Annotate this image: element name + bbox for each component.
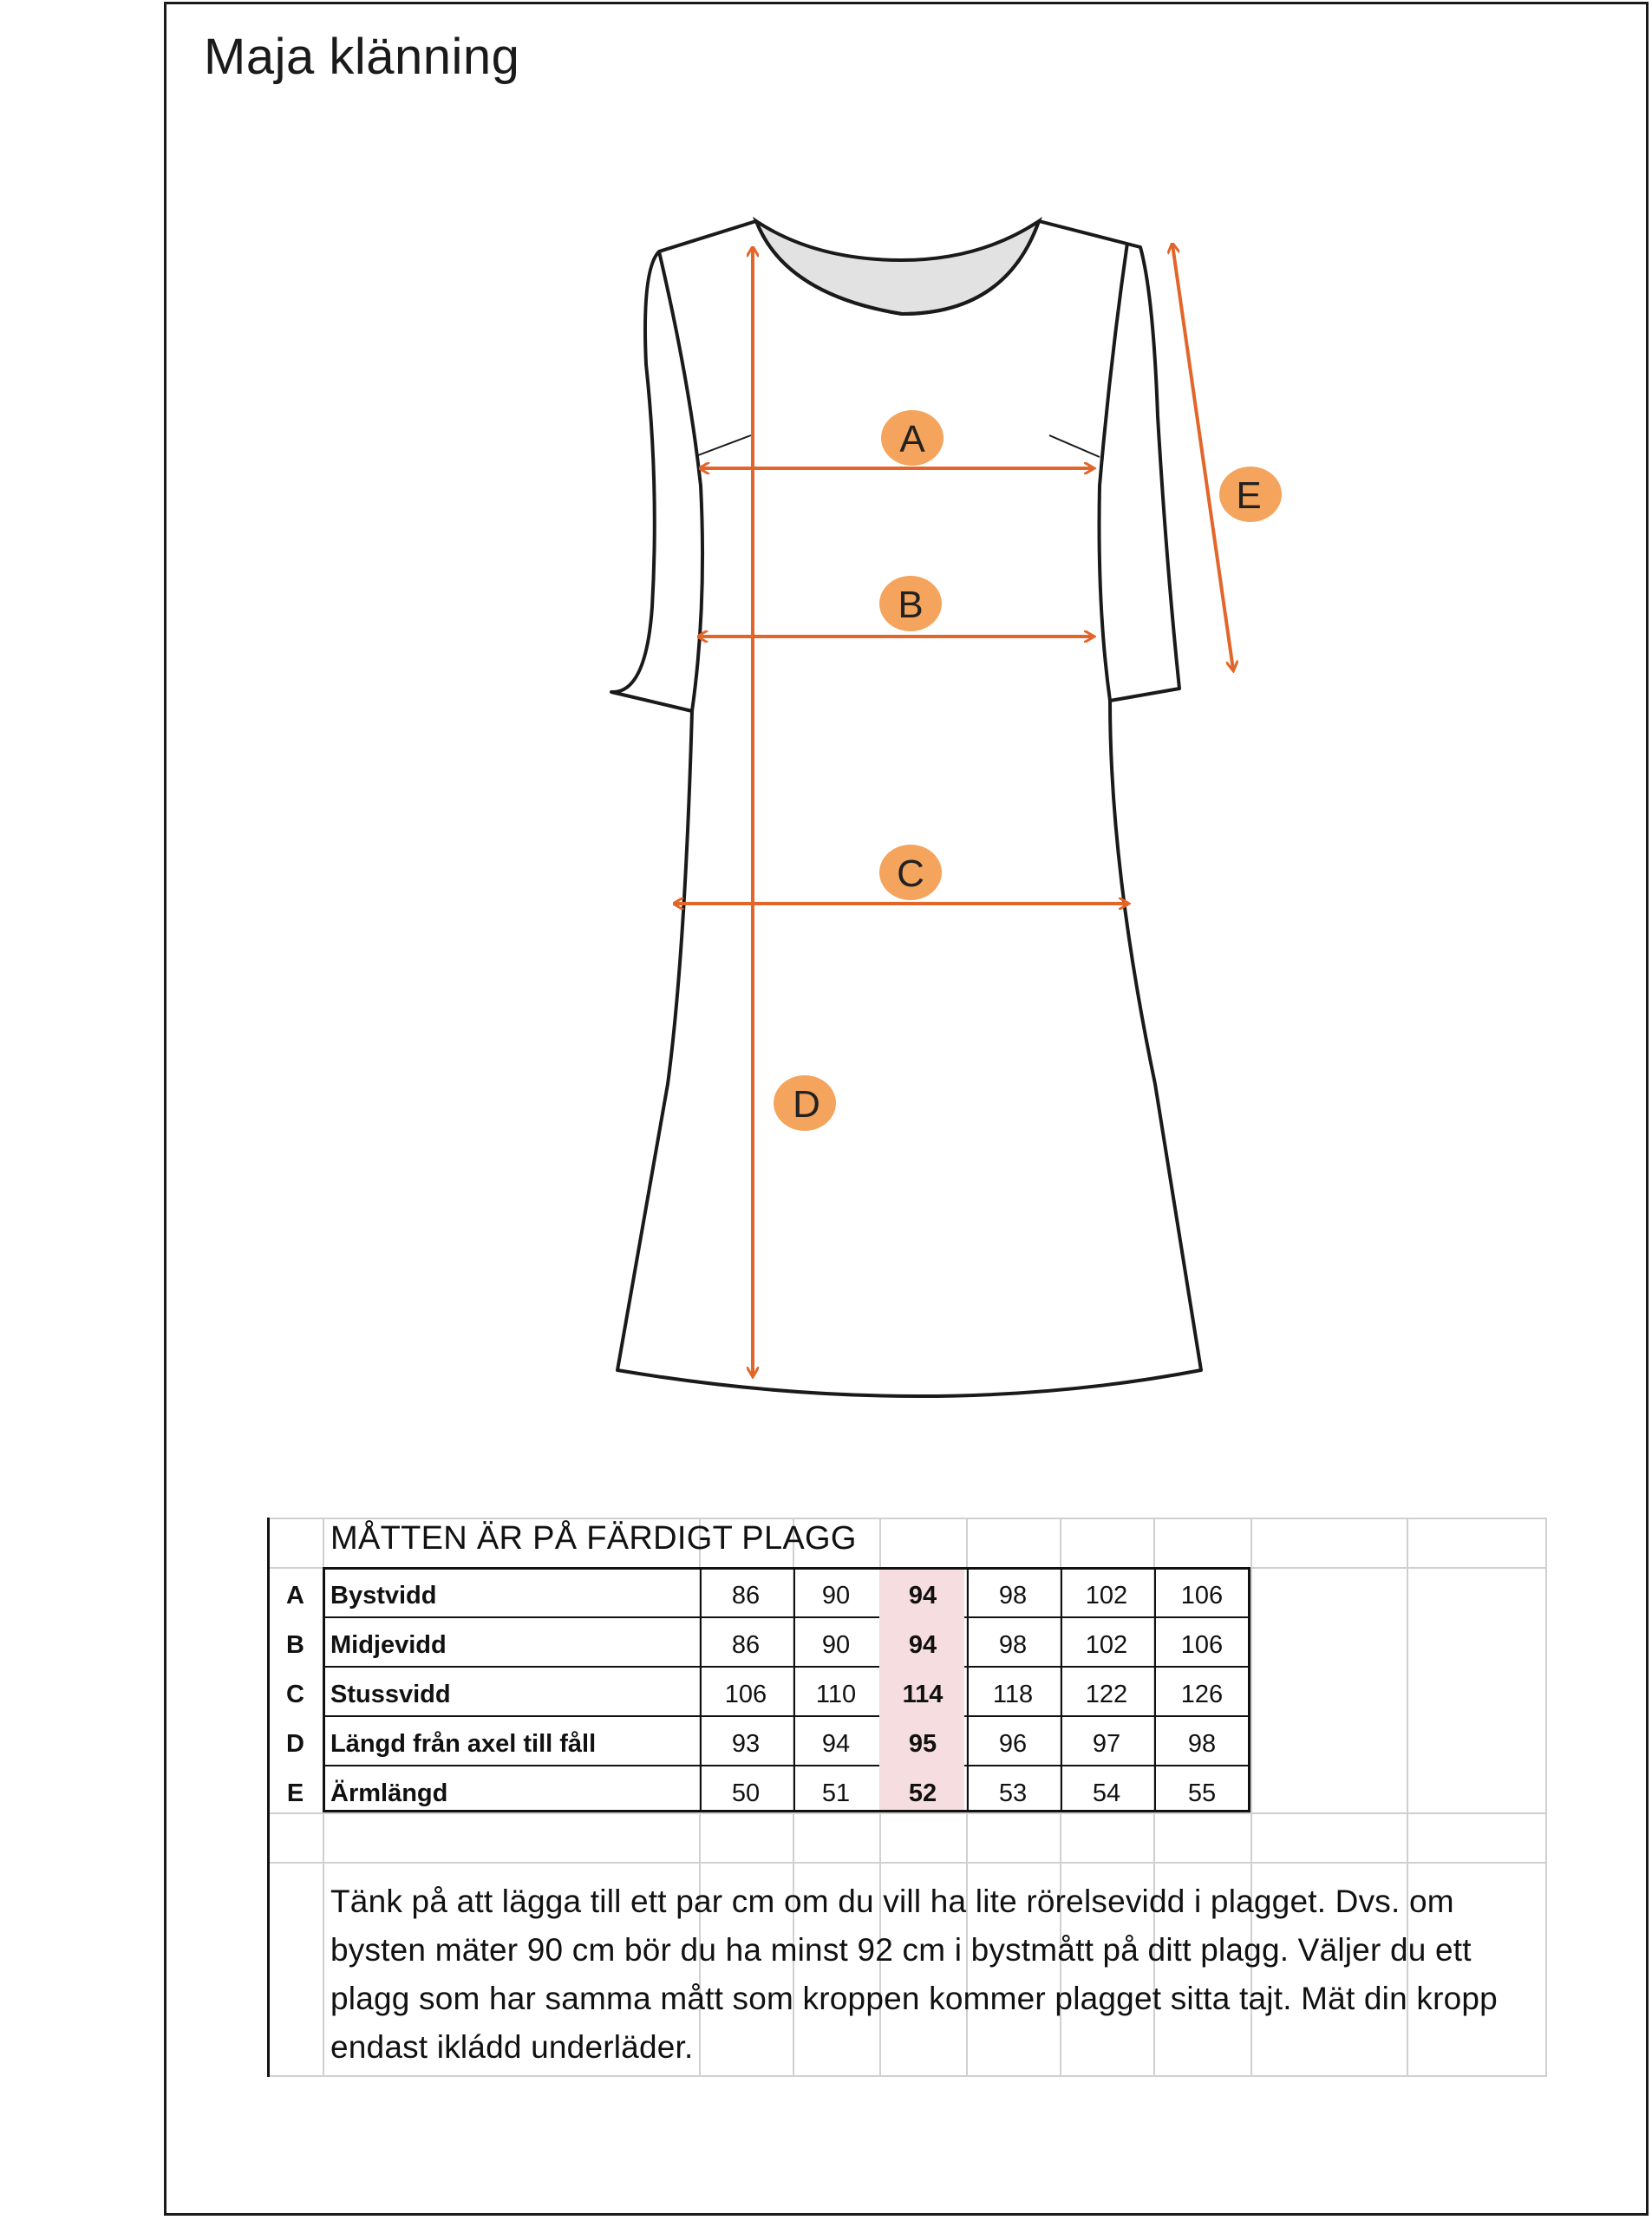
cell-e-3: 52 bbox=[908, 1779, 937, 1807]
svg-text:C: C bbox=[897, 852, 924, 895]
cell-a-1: 86 bbox=[731, 1582, 761, 1610]
cell-e-1: 50 bbox=[731, 1779, 761, 1807]
row-name-c: Stussvidd bbox=[330, 1681, 451, 1708]
cell-a-5: 102 bbox=[1085, 1582, 1128, 1610]
dress-outline bbox=[611, 221, 1201, 1396]
row-name-b: Midjevidd bbox=[330, 1631, 447, 1659]
table-title: MÅTTEN ÄR PÅ FÄRDIGT PLAGG bbox=[330, 1520, 857, 1557]
cell-c-2: 110 bbox=[815, 1681, 857, 1708]
cell-c-4: 118 bbox=[992, 1681, 1034, 1708]
cell-a-3: 94 bbox=[908, 1582, 937, 1610]
fit-note: Tänk på att lägga till ett par cm om du vill ha lite rörelsevidd i plagget. Dvs. om bysten mäter 90 cm bör du ha minst 92 cm i bystmått på ditt plagg. Väljer du ett plagg som har samma mått som kroppen kommer plagget sitta tajt. Mät din kropp endast ikládd underläder. bbox=[330, 1884, 1498, 2065]
cell-e-6: 55 bbox=[1187, 1779, 1217, 1807]
cell-d-2: 94 bbox=[821, 1730, 851, 1758]
cell-c-1: 106 bbox=[724, 1681, 767, 1708]
cell-e-5: 54 bbox=[1092, 1779, 1121, 1807]
badge-c bbox=[879, 845, 942, 900]
cell-d-1: 93 bbox=[731, 1730, 761, 1758]
cell-b-3: 94 bbox=[908, 1631, 937, 1659]
cell-c-5: 122 bbox=[1085, 1681, 1128, 1708]
cell-c-3: 114 bbox=[902, 1681, 944, 1708]
svg-text:A: A bbox=[899, 418, 925, 460]
row-name-e: Ärmlängd bbox=[330, 1779, 448, 1807]
cell-d-3: 95 bbox=[908, 1730, 937, 1758]
row-key-e: E bbox=[286, 1779, 304, 1807]
row-key-c: C bbox=[286, 1681, 304, 1708]
cell-d-5: 97 bbox=[1092, 1730, 1121, 1758]
cell-b-4: 98 bbox=[998, 1631, 1028, 1659]
cell-b-5: 102 bbox=[1085, 1631, 1128, 1659]
svg-text:D: D bbox=[793, 1083, 820, 1126]
badge-a bbox=[881, 410, 944, 466]
badge-d bbox=[774, 1075, 836, 1131]
cell-b-6: 106 bbox=[1180, 1631, 1224, 1659]
cell-b-2: 90 bbox=[821, 1631, 851, 1659]
cell-d-6: 98 bbox=[1187, 1730, 1217, 1758]
neckline bbox=[756, 221, 1039, 314]
row-name-a: Bystvidd bbox=[330, 1582, 437, 1610]
svg-text:E: E bbox=[1236, 474, 1262, 517]
row-key-a: A bbox=[286, 1582, 304, 1610]
badge-e bbox=[1219, 467, 1282, 522]
arrow-e bbox=[1172, 245, 1233, 669]
svg-text:B: B bbox=[898, 584, 924, 626]
cell-b-1: 86 bbox=[731, 1631, 761, 1659]
cell-a-4: 98 bbox=[998, 1582, 1028, 1610]
cell-e-2: 51 bbox=[821, 1779, 851, 1807]
cell-e-4: 53 bbox=[998, 1779, 1028, 1807]
cell-c-6: 126 bbox=[1180, 1681, 1224, 1708]
row-name-d: Längd från axel till fåll bbox=[330, 1730, 597, 1758]
page-title: Maja klänning bbox=[204, 29, 520, 85]
row-key-b: B bbox=[286, 1631, 304, 1659]
cell-a-6: 106 bbox=[1180, 1582, 1224, 1610]
badge-b bbox=[879, 576, 942, 631]
cell-d-4: 96 bbox=[998, 1730, 1028, 1758]
cell-a-2: 90 bbox=[821, 1582, 851, 1610]
row-key-d: D bbox=[286, 1730, 304, 1758]
